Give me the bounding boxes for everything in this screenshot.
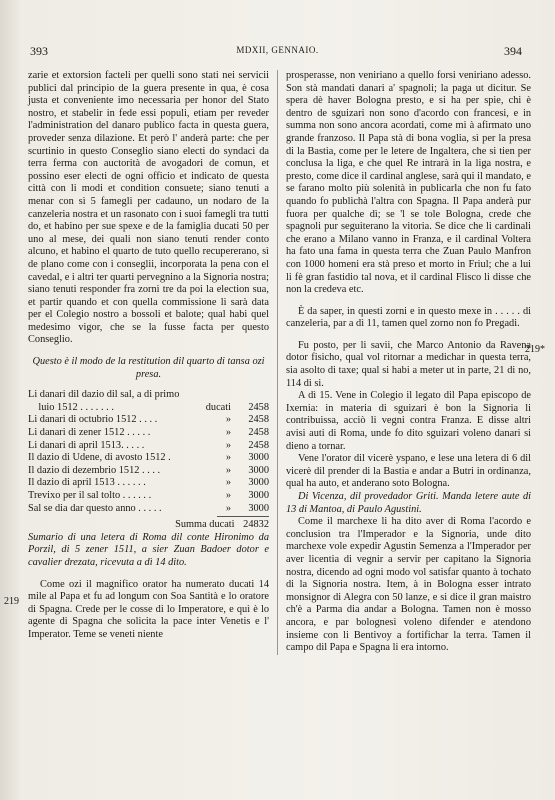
- right-paragraph-4: A dì 15. Vene in Colegio il legato dil Papa episcopo de Ixernia: in materia di sguizari è bon la Signoria li contribuissa, acciò li vegni contra Franza. E disse altri avisi auti di Roma, unde fo dito sguizari voleno danari si dieno a tornar.: [286, 390, 531, 452]
- tansa-amount: [235, 389, 269, 402]
- tansa-row: [28, 389, 269, 402]
- summa-line: [28, 519, 269, 532]
- left-margin-note: 219: [4, 596, 19, 607]
- tansa-label: Trevixo per il sal tolto . . . . . .: [28, 490, 152, 501]
- tansa-label: Li danari di april 1513. . . . .: [28, 439, 145, 451]
- right-page-number: 394: [504, 44, 522, 58]
- tansa-unit: »: [225, 464, 231, 476]
- tansa-unit: »: [225, 439, 231, 451]
- tansa-unit: »: [225, 427, 231, 439]
- tansa-row: [28, 503, 269, 516]
- running-header: [0, 44, 555, 62]
- tansa-unit: ducati: [205, 401, 231, 413]
- tansa-unit: »: [225, 414, 231, 426]
- summa-label: Summa ducati: [175, 519, 235, 531]
- right-paragraph-3: Fu posto, per li savii, che Marco Antonio da Ravena dotor fisicho, qual vol ritornar a medichar in questa terra, sia asolto di taxe; qual si habi a meter ut in parte, 21 di no, 114 di si.: [286, 339, 531, 389]
- summa-value: 24832: [243, 519, 269, 531]
- tansa-amount: 2458: [248, 427, 269, 439]
- tansa-amount: 3000: [248, 502, 269, 514]
- tansa-amount: 3000: [248, 452, 269, 464]
- tansa-label: Sal se dia dar questo anno . . . . .: [28, 502, 162, 514]
- right-paragraph-5: Vene l'orator dil vicerè yspano, e lese una letera di 6 dil vicerè dil prender di la Bastia e andar a Butri in ordinanza, qual ha auto, et anderano soto Bologna.: [286, 453, 531, 490]
- tansa-row: [28, 477, 269, 490]
- tansa-label: Li danari di zener 1512 . . . . .: [28, 427, 151, 439]
- sum-rule: [217, 516, 269, 517]
- tansa-unit: »: [225, 477, 231, 489]
- right-paragraph-2: È da saper, in questi zorni e in questo mexe in . . . . . di canzeleria, par a dì 11, tamen quel zorno non fo Pregadi.: [286, 305, 531, 330]
- right-paragraph-1: prosperasse, non veniriano a quello forsi veniriano adesso. Son stà mandati danari a' spagnoli; la paga ut dicitur. Se spera dè haver Bologna presto, e si ha per spie, chi è dentro de sguizari non sono d'acordo con francesi, e in summa non sono ancora acordati, come mi à afirmato uno grande franzoso. Il Papa stà di bona voglia, sì per la presa di la Bastia, come per le letere de Ingaltera, che si tien per conclusa la liga, e che quel Re intrarà in la liga nostra, e presto, come dice il cardinal anglese, sarà qui il mandato, e se farano molto più solenità in publicarla che non fu fato quando fo publichà l'altra con Spagna. Il Papa anderà pur fuora per qualche dì; se 'l se tole Bologna, crede che spagnoli pur seguiterano la vitoria. Se dice che li cardinali che erano a Milano vanno in Franza, e il cardinal Voltera ha fato una fama in questa terra che Zuan Paulo Manfron con 1000 homeni era stà preso et morto in Friul; che a lui li fè gran fastidio tal nova, et il cardinal Flisco li disse che non la credeva etc.: [286, 70, 531, 296]
- tansa-table: [28, 389, 269, 515]
- tansa-label: Li danari dil dazio dil sal, a di primo: [28, 389, 180, 401]
- left-paragraph-2: Come ozi il magnifico orator ha numerato ducati 14 mile al Papa et fu ad longum con Soa Santità e lo oratore di Spagna. Crede per le cosse di lo Imperatore, e quì è lo agente di Spagna che solicita la pace inter Venetis e l' Imperator. Teme se veneti niente: [28, 578, 269, 640]
- tansa-unit: »: [225, 490, 231, 501]
- tansa-amount: 3000: [248, 464, 269, 476]
- tansa-row: [28, 490, 269, 503]
- tansa-label: Il dazio di april 1513 . . . . . .: [28, 477, 146, 489]
- tansa-amount: 2458: [248, 401, 269, 413]
- tansa-label: Il dazio di dezembrio 1512 . . . .: [28, 464, 161, 476]
- tansa-amount: 2458: [248, 439, 269, 451]
- tansa-row: [28, 414, 269, 427]
- tansa-row: [28, 452, 269, 465]
- tansa-row: [28, 440, 269, 453]
- tansa-label: luio 1512 . . . . . . .: [28, 401, 114, 413]
- right-section-heading: Di Vicenza, dil provedador Griti. Manda letere aute di 13 di Mantoa, di Paulo Agustini.: [286, 491, 531, 515]
- left-paragraph-1: zarie et extorsion facteli per quelli sono stati nei servicii publici dal principio de la guera presente in qua, è cosa justa et conveniente imo necessaria per honor del Stato nostro, et stabelir in fede essi populi, etiam per reveder l'administration del danaro publico facta in questa guera, proveder senza dilazione. Et però l' anderà parte: che per scurtinio in questo Conseglio siano electi do syndaci da terra ferma con auctorità de avogadori de comun, et possino eser electi de ogni officio et indicato de questa città con li modi et condition consuete; siano tenuti a menar con sì 5 famegli per cadauno, un nodaro de la canzeleria nostra et un rasonato con i suoi famegli tra tutti do, et habino per sue spexe e de la famiglia ducati 50 per uno al mese, dei quali non siano tenuti render conto alcuno, et habino el quarto de tuto quello recupererano, sì de plano come con i conseglii, incorporata la pena con el cavedal, e i altri ter quarti pervegnino a la Signoria nostra; siano tenuti responder fra zorni tre da poi la election sua, et partir quando et con quella commissione li sarà data per el Colegio nostro a bossoli et balote; qual habi quel medesimo vigor, che se la fusse facta per questo Conseglio.: [28, 70, 269, 346]
- right-paragraph-6: Come il marchexe li ha dito aver di Roma l'acordo e conclusion tra l'Imperador e la Signoria, unde dito marchexe vole expedir Agustin Semenza a l'Imperador per aver licentia di vegnir a servir per capitano la Signoria nostra, dicendo ad ogni modo vol satisfar quanto à tochato di la Signoria nostra. Item, à in Bologna esser intrato monsignor di Alegra con 50 lanze, e si dice il gran maistro ch'è a Parma dia andar a Bologna. Tamen non è mosso ancora, e par bolognesi voleno difender e atendono insieme con li Bentivoy a fortifichar la terra. Tamen il campo dil Papa e Spagna li era intorno.: [286, 516, 531, 654]
- left-page-number: 393: [30, 44, 48, 58]
- running-title: MDXII, GENNAIO.: [236, 45, 319, 55]
- right-column: [277, 70, 531, 655]
- tansa-unit: »: [225, 502, 231, 514]
- tansa-heading: Questo è il modo de la restitution dil quarto di tansa ozi presa.: [32, 356, 265, 380]
- tansa-label: Il dazio di Udene, di avosto 1512 .: [28, 452, 171, 464]
- tansa-unit: [201, 389, 235, 402]
- tansa-label: Li danari di octubrio 1512 . . . .: [28, 414, 158, 426]
- tansa-row: [28, 427, 269, 440]
- tansa-amount: 2458: [248, 414, 269, 426]
- sumario-heading: Sumario di una letera di Roma dil conte Hironimo da Porzil, di 5 zener 1511, a sier Zuan Badoer dotor e cavalier drezata, ricevuta a dì 14 dito.: [28, 531, 269, 568]
- tansa-unit: »: [225, 452, 231, 464]
- right-margin-note: 219*: [525, 344, 545, 355]
- tansa-row: [28, 402, 269, 415]
- left-column: [28, 70, 269, 642]
- tansa-amount: 3000: [248, 490, 269, 501]
- tansa-row: [28, 465, 269, 478]
- tansa-amount: 3000: [248, 477, 269, 489]
